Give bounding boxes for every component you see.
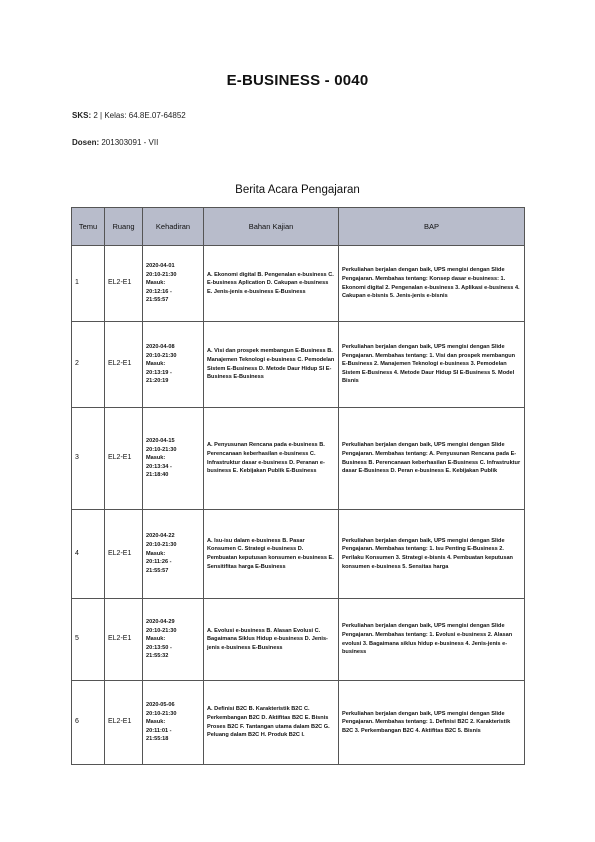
kehadiran-date: 2020-04-01 — [146, 262, 175, 269]
dosen-label: Dosen: — [72, 138, 100, 147]
table-row — [72, 681, 525, 765]
kehadiran-time-out: 21:20:19 — [146, 378, 169, 385]
cell-bap: Perkuliahan berjalan dengan baik, UPS mengisi dengan Slide Pengajaran. Membahas tentang: 1. Isu Penting E-Business 2. Perilaku Konsumen 3. Strategi e-bisnis 4. Pembuatan keputusan konsumen e-business 5. Sensitas harga — [339, 510, 525, 599]
cell-bahan-kajian: A. Evolusi e-business B. Alasan Evolusi C. Bagaimana Siklus Hidup e-business D. Jenis-jenis e-business E-Business — [204, 599, 339, 681]
kehadiran-masuk-label: Masuk: — [146, 550, 166, 557]
kehadiran-date: 2020-04-15 — [146, 437, 175, 444]
cell-bap: Perkuliahan berjalan dengan baik, UPS mengisi dengan Slide Pengajaran. Membahas tentang: 1. Visi dan prospek membangun E-Business 2. Manajemen Teknologi e-business 3. Pemodelan Sistem E-Business 4. Metode Daur Hidup SI E-Business 5. Model Bisnis — [339, 322, 525, 408]
kehadiran-schedule: 20:10-21:30 — [146, 352, 177, 359]
kehadiran-time-out: 21:55:57 — [146, 297, 169, 304]
cell-temu: 3 — [72, 408, 105, 510]
cell-bahan-kajian: A. Isu-isu dalam e-business B. Pasar Konsumen C. Strategi e-business D. Pembuatan keputusan konsumen e-business E. Sensitifitas harga E-Business — [204, 510, 339, 599]
kehadiran-schedule: 20:10-21:30 — [146, 271, 177, 278]
kehadiran-time-in: 20:13:34 - — [146, 463, 172, 470]
sks-class-line — [72, 111, 186, 120]
cell-temu: 2 — [72, 322, 105, 408]
cell-ruang: EL2-E1 — [105, 246, 143, 322]
kehadiran-schedule: 20:10-21:30 — [146, 627, 177, 634]
kehadiran-schedule: 20:10-21:30 — [146, 446, 177, 453]
cell-ruang: EL2-E1 — [105, 408, 143, 510]
header-ruang: Ruang — [105, 208, 143, 246]
kehadiran-time-out: 21:55:57 — [146, 567, 169, 574]
cell-bahan-kajian: A. Definisi B2C B. Karakteristik B2C C. Perkembangan B2C D. Aktifitas B2C E. Bisnis Proses B2C F. Tantangan utama dalam B2C G. Peluang dalam B2C H. Produk B2C I. — [204, 681, 339, 765]
kehadiran-masuk-label: Masuk: — [146, 636, 166, 643]
kehadiran-time-out: 21:55:18 — [146, 736, 169, 743]
cell-kehadiran — [143, 681, 204, 765]
kehadiran-time-in: 20:11:26 - — [146, 559, 172, 566]
kehadiran-time-in: 20:13:19 - — [146, 369, 172, 376]
kehadiran-masuk-label: Masuk: — [146, 719, 166, 726]
cell-bahan-kajian: A. Penyusunan Rencana pada e-business B. Perencanaan keberhasilan e-business C. Infrastruktur dasar e-business D. Peranan e-business E. Kebijakan Publik E-Business — [204, 408, 339, 510]
kehadiran-date: 2020-04-22 — [146, 533, 175, 540]
section-title: Berita Acara Pengajaran — [235, 184, 360, 196]
cell-kehadiran — [143, 510, 204, 599]
kehadiran-time-in: 20:13:50 - — [146, 644, 172, 651]
sks-class-value: 2 | Kelas: 64.8E.07-64852 — [93, 111, 186, 120]
kehadiran-date: 2020-05-06 — [146, 701, 175, 708]
cell-ruang: EL2-E1 — [105, 510, 143, 599]
cell-bap: Perkuliahan berjalan dengan baik, UPS mengisi dengan Slide Pengajaran. Membahas tentang: 1. Evolusi e-business 2. Alasan evolusi 3. Bagaimana siklus hidup e-business 4. Jenis-jenis e-business — [339, 599, 525, 681]
table-row — [72, 246, 525, 322]
bap-table — [71, 207, 525, 765]
cell-bahan-kajian: A. Ekonomi digital B. Pengenalan e-business C. E-business Aplication D. Cakupan e-business E. Jenis-jenis e-business E-Business — [204, 246, 339, 322]
kehadiran-masuk-label: Masuk: — [146, 361, 166, 368]
cell-temu: 6 — [72, 681, 105, 765]
table-row — [72, 322, 525, 408]
cell-ruang: EL2-E1 — [105, 599, 143, 681]
cell-ruang: EL2-E1 — [105, 681, 143, 765]
cell-bap: Perkuliahan berjalan dengan baik, UPS mengisi dengan Slide Pengajaran. Membahas tentang: A. Penyusunan Rencana pada E-Business B. Perencanaan keberhasilan E-Business C. Infrastruktur dasar E-Business D. Peran e-business E. Kebijakan Publik — [339, 408, 525, 510]
kehadiran-time-in: 20:11:01 - — [146, 727, 172, 734]
cell-kehadiran — [143, 408, 204, 510]
cell-temu: 4 — [72, 510, 105, 599]
sks-label: SKS: — [72, 111, 92, 120]
cell-temu: 5 — [72, 599, 105, 681]
dosen-value: 201303091 - VII — [101, 138, 159, 147]
kehadiran-schedule: 20:10-21:30 — [146, 710, 177, 717]
kehadiran-date: 2020-04-08 — [146, 343, 175, 350]
cell-kehadiran — [143, 599, 204, 681]
header-temu: Temu — [72, 208, 105, 246]
kehadiran-masuk-label: Masuk: — [146, 455, 166, 462]
header-bahan-kajian: Bahan Kajian — [204, 208, 339, 246]
table-row — [72, 408, 525, 510]
cell-kehadiran — [143, 246, 204, 322]
cell-bap: Perkuliahan berjalan dengan baik, UPS mengisi dengan Slide Pengajaran. Membahas tentang: 1. Definisi B2C 2. Karakteristik B2C 3. Perkembangan B2C 4. Aktifitas B2C 5. Bisnis — [339, 681, 525, 765]
table-row — [72, 510, 525, 599]
kehadiran-masuk-label: Masuk: — [146, 280, 166, 287]
kehadiran-time-out: 21:18:40 — [146, 472, 169, 479]
header-bap: BAP — [339, 208, 525, 246]
page-title: E-BUSINESS - 0040 — [226, 72, 369, 89]
kehadiran-time-in: 20:12:16 - — [146, 288, 172, 295]
cell-bahan-kajian: A. Visi dan prospek membangun E-Business B. Manajemen Teknologi e-business C. Pemodelan Sistem E-Business D. Metode Daur Hidup SI E-Business E-Business — [204, 322, 339, 408]
header-kehadiran: Kehadiran — [143, 208, 204, 246]
table-row — [72, 599, 525, 681]
cell-ruang: EL2-E1 — [105, 322, 143, 408]
cell-kehadiran — [143, 322, 204, 408]
kehadiran-schedule: 20:10-21:30 — [146, 542, 177, 549]
kehadiran-time-out: 21:55:32 — [146, 653, 169, 660]
dosen-line — [72, 138, 158, 147]
kehadiran-date: 2020-04-29 — [146, 618, 175, 625]
cell-bap: Perkuliahan berjalan dengan baik, UPS mengisi dengan Slide Pengajaran. Membahas tentang: Konsep dasar e-business: 1. Ekonomi digital 2. Pengenalan e-business 3. Aplikasi e-business 4. Cakupan e-bisnis 5. Jenis-jenis e-bisnis — [339, 246, 525, 322]
table-header-row — [72, 208, 525, 246]
cell-temu: 1 — [72, 246, 105, 322]
